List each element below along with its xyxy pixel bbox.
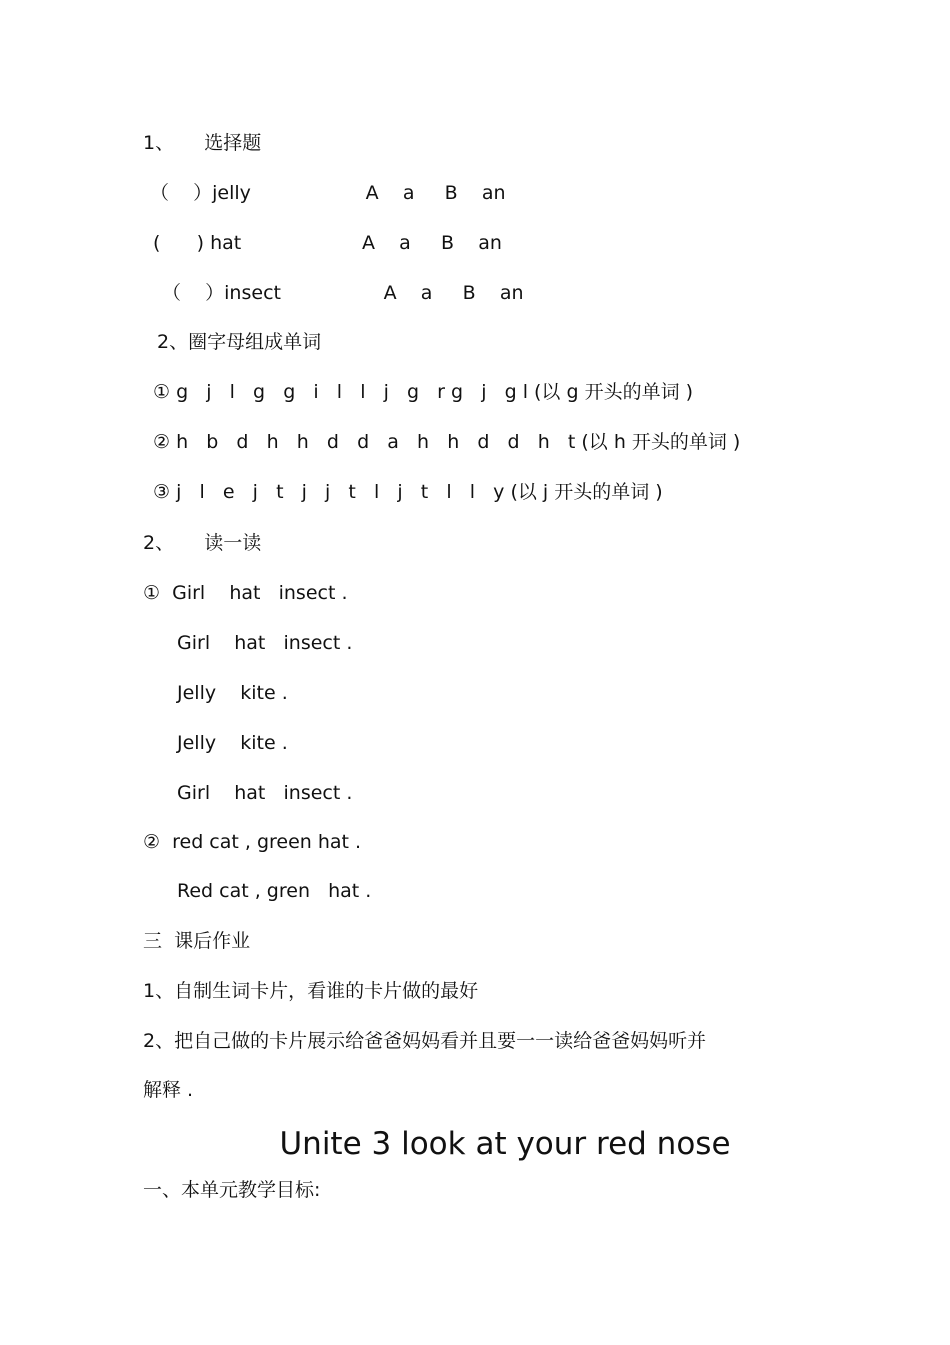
homework-item-continued: 解释 . <box>143 1079 194 1101</box>
unit-title: Unite 3 look at your red nose <box>279 1126 731 1162</box>
section-heading-choice: 1、 选择题 <box>143 132 262 154</box>
letter-row-h: ② h b d h h d d a h h d d h t (以 h 开头的单词 ) <box>153 431 741 453</box>
chant-line: Girl hat insect . <box>177 632 353 654</box>
section-heading-goals: 一、本单元教学目标: <box>143 1179 321 1201</box>
homework-item: 1、自制生词卡片，看谁的卡片做的最好 <box>143 980 479 1002</box>
chant-line: Girl hat insect . <box>177 782 353 804</box>
homework-item: 2、把自己做的卡片展示给爸爸妈妈看并且要一一读给爸爸妈妈听并 <box>143 1030 707 1052</box>
section-heading-read: 2、 读一读 <box>143 532 262 554</box>
chant-line: ② red cat , green hat . <box>143 831 362 853</box>
choice-item-insect: （ ）insect A a B an <box>162 282 524 304</box>
choice-item-jelly: （ ）jelly A a B an <box>150 182 506 204</box>
letter-row-g: ① g j l g g i l l j g r g j g l (以 g 开头的单词 ) <box>153 381 694 403</box>
chant-line: Red cat , gren hat . <box>177 880 372 902</box>
chant-line: Jelly kite . <box>177 682 288 704</box>
choice-item-hat: ( ) hat A a B an <box>153 232 502 254</box>
letter-row-j: ③ j l e j t j j t l j t l l y (以 j 开头的单词 ) <box>153 481 663 503</box>
section-heading-homework: 三 课后作业 <box>143 930 251 952</box>
chant-line: ① Girl hat insect . <box>143 582 348 604</box>
chant-line: Jelly kite . <box>177 732 288 754</box>
section-heading-letters: 2、圈字母组成单词 <box>157 331 322 353</box>
